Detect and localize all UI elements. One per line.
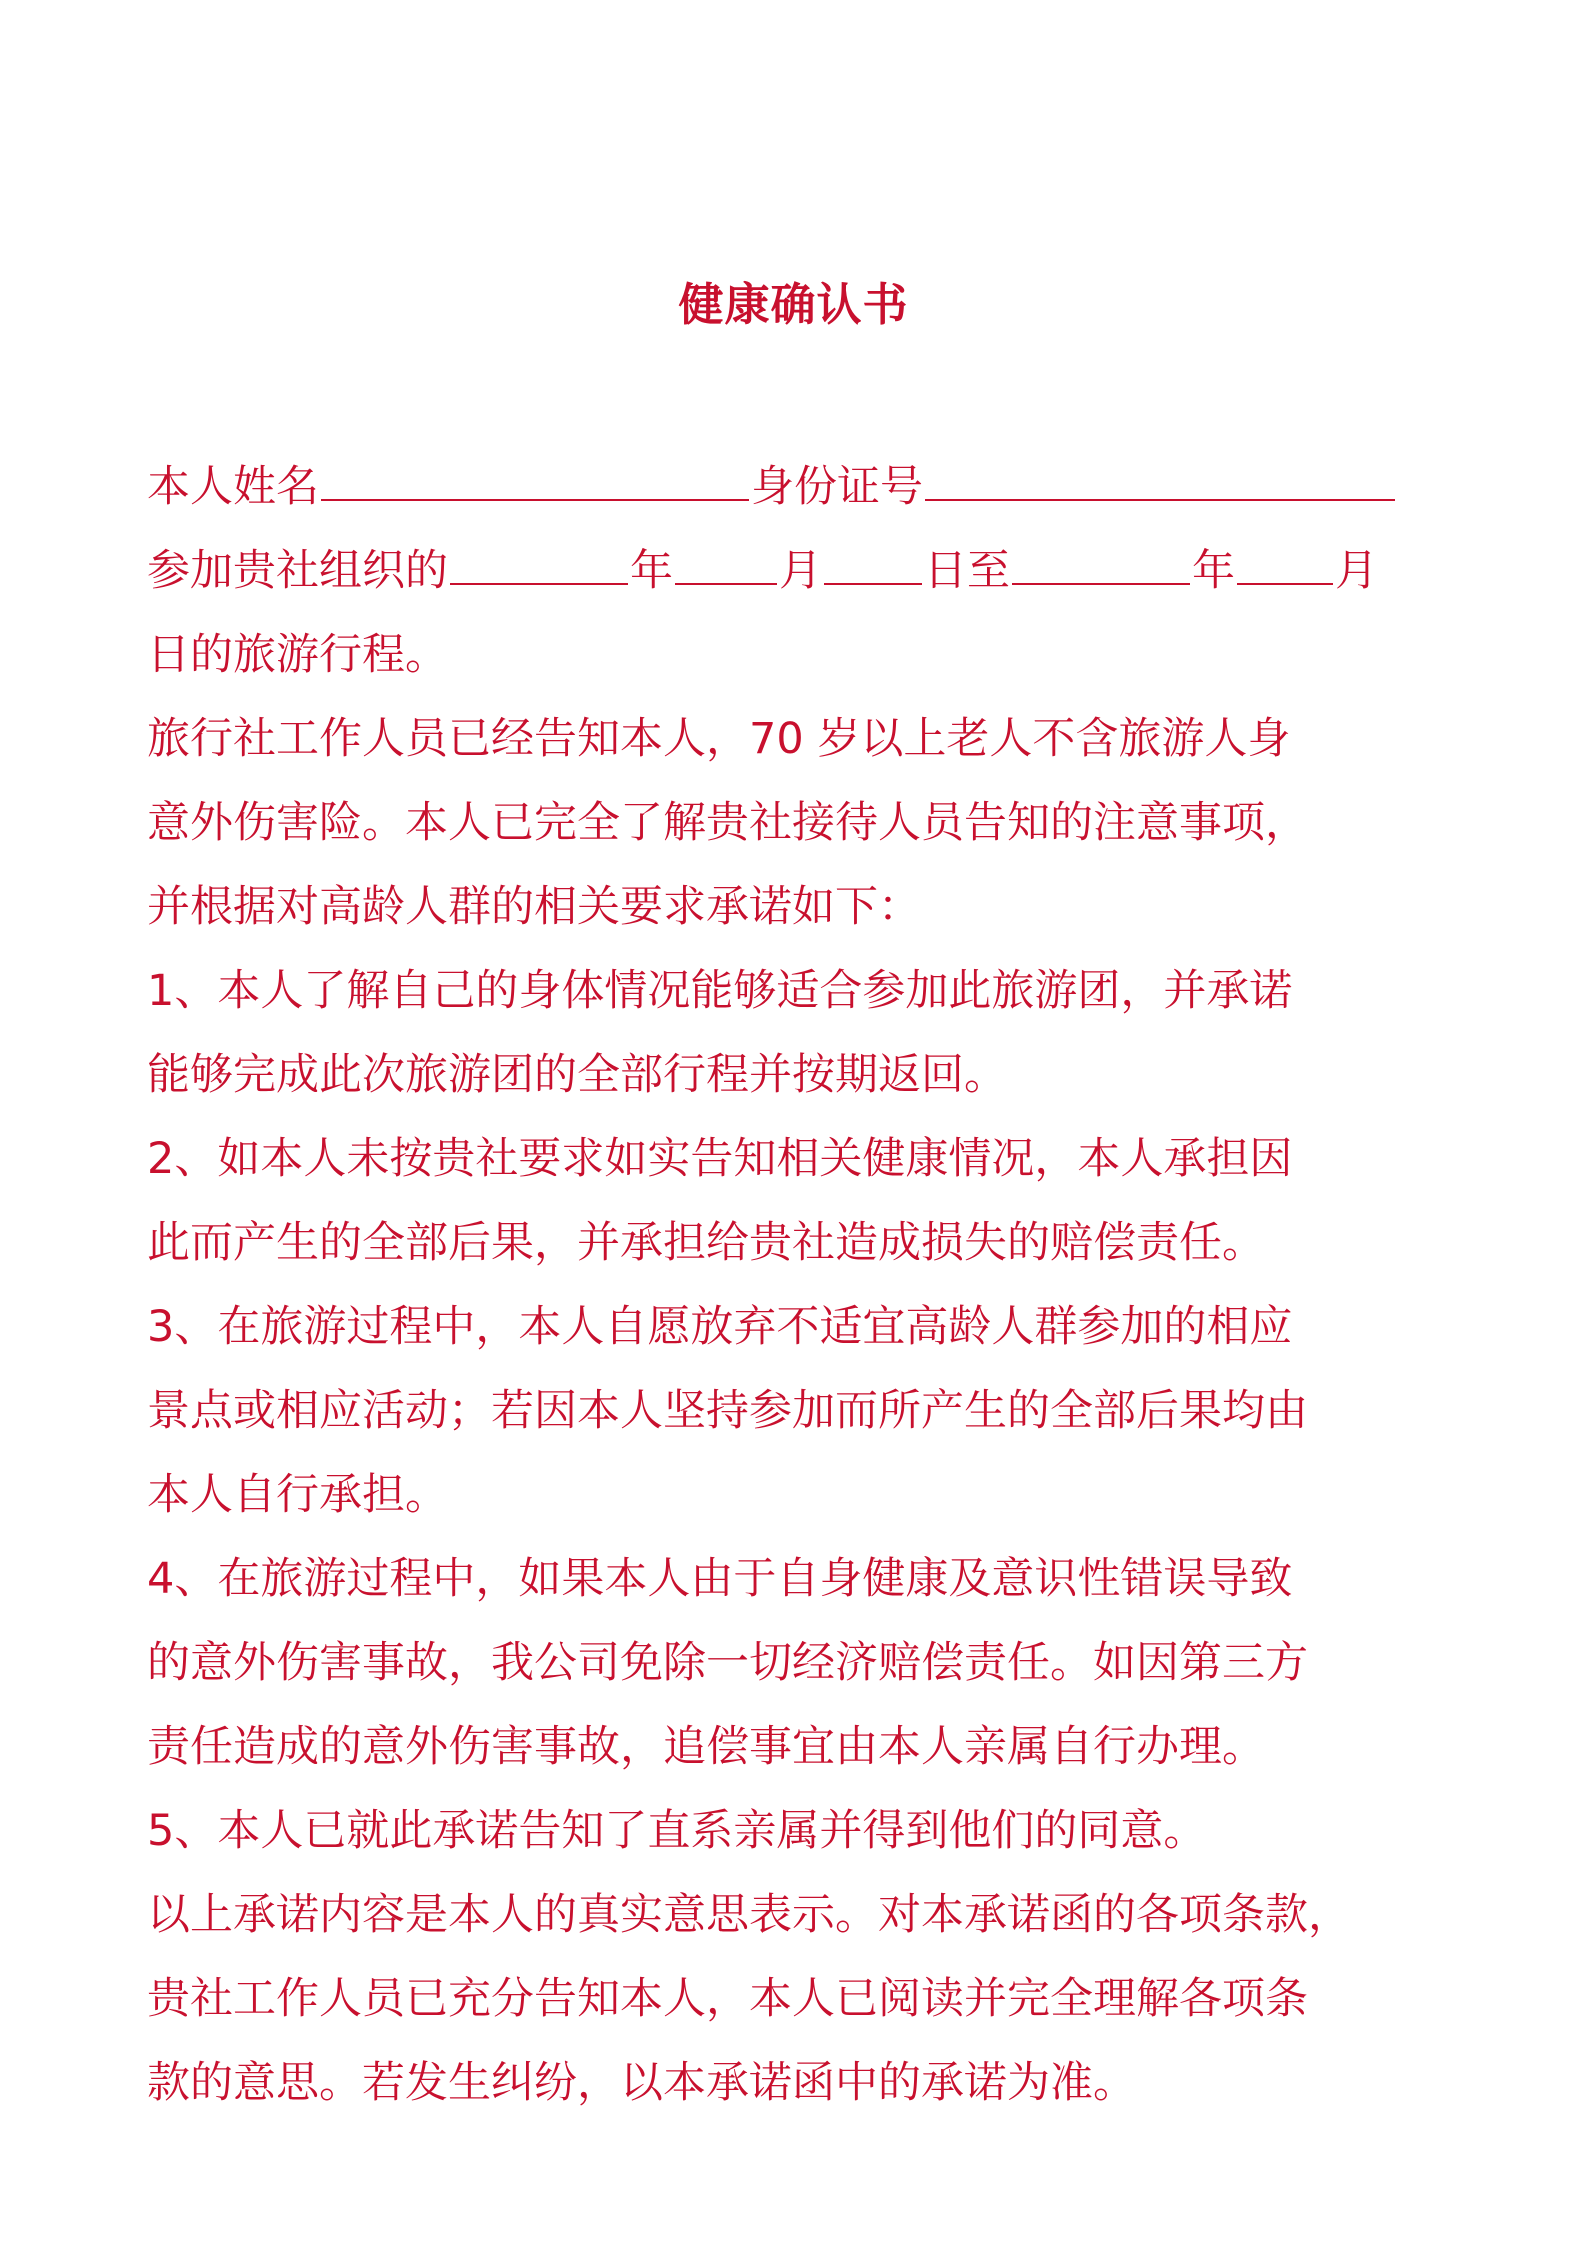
trip-end-line: 日的旅游行程。 <box>147 630 448 680</box>
item-line: 3、在旅游过程中，本人自愿放弃不适宜高龄人群参加的相应 <box>147 1302 1293 1352</box>
closing-line: 贵社工作人员已充分告知本人，本人已阅读并完全理解各项条 <box>147 1974 1308 2024</box>
id-number-blank[interactable] <box>925 447 1395 501</box>
document-title: 健康确认书 <box>678 278 909 331</box>
item-line: 1、本人了解自己的身体情况能够适合参加此旅游团，并承诺 <box>147 966 1293 1016</box>
end-year-blank[interactable] <box>1012 531 1190 585</box>
trip-date-line <box>147 529 1442 613</box>
item-line: 本人自行承担。 <box>147 1470 448 1520</box>
item-line: 景点或相应活动；若因本人坚持参加而所产生的全部后果均由 <box>147 1386 1308 1436</box>
commitment-item-2 <box>147 1117 1442 1285</box>
item-line: 2、如本人未按贵社要求如实告知相关健康情况，本人承担因 <box>147 1134 1293 1184</box>
closing-line: 款的意思。若发生纠纷，以本承诺函中的承诺为准。 <box>147 2058 1136 2108</box>
end-year-label: 年 <box>1192 546 1235 596</box>
commitment-item-3 <box>147 1285 1442 1537</box>
item-line: 的意外伤害事故，我公司免除一切经济赔偿责任。如因第三方 <box>147 1638 1308 1688</box>
end-month-label: 月 <box>1335 546 1378 596</box>
start-day-blank[interactable] <box>824 531 922 585</box>
item-line: 责任造成的意外伤害事故，追偿事宜由本人亲属自行办理。 <box>147 1722 1265 1772</box>
start-year-label: 年 <box>630 546 673 596</box>
start-month-blank[interactable] <box>675 531 777 585</box>
commitment-item-5 <box>147 1789 1442 1873</box>
name-id-line <box>147 445 1442 529</box>
day-to-label: 日至 <box>924 546 1010 596</box>
start-month-label: 月 <box>779 546 822 596</box>
closing-paragraph <box>147 1873 1442 2125</box>
end-month-blank[interactable] <box>1237 531 1333 585</box>
name-label: 本人姓名 <box>147 462 319 512</box>
commitment-item-4 <box>147 1537 1442 1789</box>
item-line: 能够完成此次旅游团的全部行程并按期返回。 <box>147 1050 1007 1100</box>
item-line: 5、本人已就此承诺告知了直系亲属并得到他们的同意。 <box>147 1806 1207 1856</box>
commitment-item-1 <box>147 949 1442 1117</box>
intro-line: 意外伤害险。本人已完全了解贵社接待人员告知的注意事项， <box>147 798 1308 848</box>
intro-line: 并根据对高龄人群的相关要求承诺如下： <box>147 882 921 932</box>
item-line: 4、在旅游过程中，如果本人由于自身健康及意识性错误导致 <box>147 1554 1293 1604</box>
join-prefix: 参加贵社组织的 <box>147 546 448 596</box>
item-line: 此而产生的全部后果，并承担给贵社造成损失的赔偿责任。 <box>147 1218 1265 1268</box>
id-label: 身份证号 <box>751 462 923 512</box>
document-body <box>147 445 1442 2125</box>
name-blank[interactable] <box>321 447 749 501</box>
start-year-blank[interactable] <box>450 531 628 585</box>
intro-paragraph <box>147 697 1442 949</box>
intro-line: 旅行社工作人员已经告知本人，70 岁以上老人不含旅游人身 <box>147 714 1291 764</box>
closing-line: 以上承诺内容是本人的真实意思表示。对本承诺函的各项条款， <box>147 1890 1351 1940</box>
